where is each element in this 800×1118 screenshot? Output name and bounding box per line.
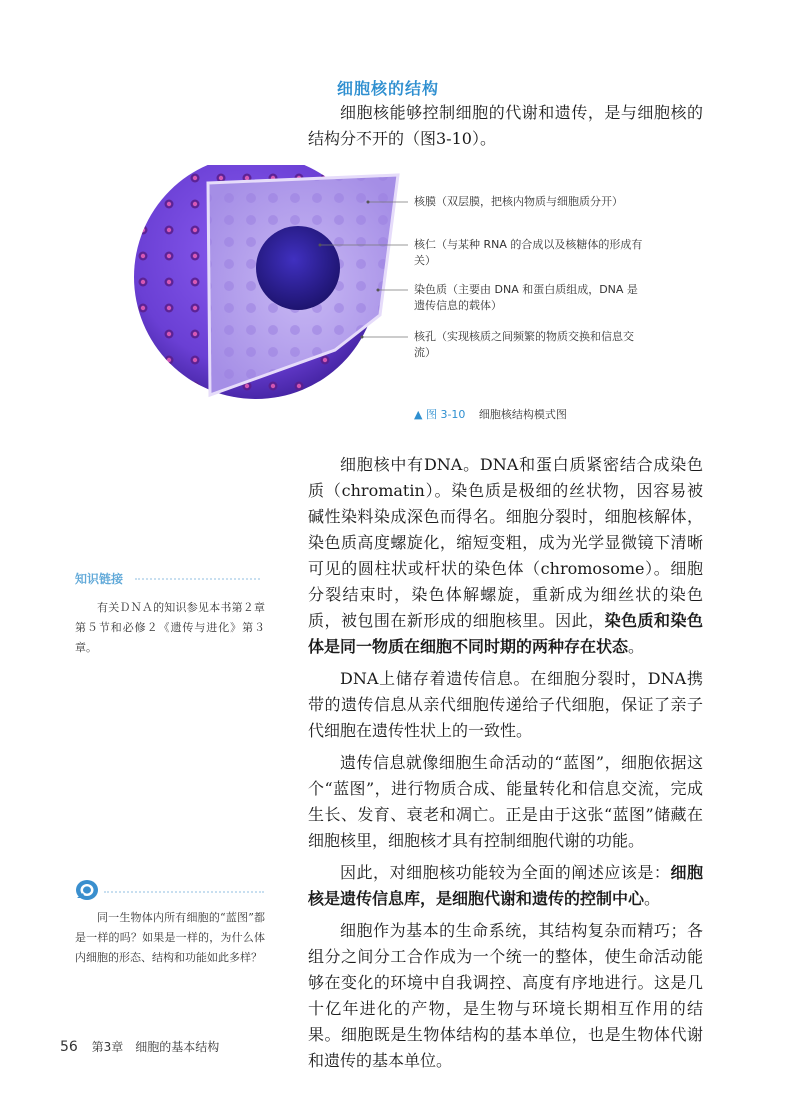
chapter-title: 第3章 细胞的基本结构 (91, 1040, 220, 1054)
page-number: 56 (60, 1039, 78, 1055)
page-footer (60, 1038, 219, 1055)
knowledge-link-rule (135, 578, 260, 580)
knowledge-link-text: 有关ＤＮＡ的知识参见本书第２章第５节和必修２《遗传与进化》第３章。 (75, 601, 265, 654)
label-nucleolus: 核仁（与某种 RNA 的合成以及核糖体的形成有关） (414, 238, 643, 267)
question-rule (104, 891, 264, 893)
main-body (308, 452, 703, 1080)
nucleus-figure (130, 165, 710, 430)
body-paragraph-3: 遗传信息就像细胞生命活动的“蓝图”，细胞依据这个“蓝图”，进行物质合成、能量转化和信息交流，完成生长、发育、衰老和凋亡。正是由于这张“蓝图”储藏在细胞核里，细胞核才具有控制细胞代谢的功能。 (308, 753, 703, 850)
question-icon (74, 878, 100, 906)
figure-caption-number: ▲ 图 3-10 (414, 408, 466, 421)
body-paragraph-1: 细胞核中有DNA。DNA和蛋白质紧密结合成染色质（chromatin）。染色质是极细的丝状物，因容易被碱性染料染成深色而得名。细胞分裂时，细胞核解体，染色质高度螺旋化，缩短变粗，成为光学显微镜下清晰可见的圆柱状或杆状的染色体（chromosome）。细胞分裂结束时，染色体解螺旋，重新成为细丝状的染色质，被包围在新形成的细胞核里。因此，染色质和染色体是同一物质在细胞不同时期的两种存在状态。 (308, 455, 703, 656)
label-nuclear-envelope: 核膜（双层膜，把核内物质与细胞质分开） (414, 195, 623, 208)
section-title: 细胞核的结构 (337, 79, 440, 98)
intro-paragraph: 细胞核能够控制细胞的代谢和遗传，是与细胞核的结构分不开的（图3-10）。 (308, 103, 703, 148)
body-paragraph-4: 因此，对细胞核功能较为全面的阐述应该是：细胞核是遗传信息库，是细胞代谢和遗传的控制中心。 (308, 863, 703, 908)
body-paragraph-2: DNA上储存着遗传信息。在细胞分裂时，DNA携带的遗传信息从亲代细胞传递给子代细胞，保证了亲子代细胞在遗传性状上的一致性。 (308, 669, 703, 740)
figure-caption-text: 细胞核结构模式图 (478, 408, 567, 421)
body-paragraph-5: 细胞作为基本的生命系统，其结构复杂而精巧；各组分之间分工合作成为一个统一的整体，使生命活动能够在变化的环境中自我调控、高度有序地进行。这是几十亿年进化的产物，是生物与环境长期相互作用的结果。细胞既是生物体结构的基本单位，也是生物体代谢和遗传的基本单位。 (308, 921, 703, 1070)
figure-caption (414, 406, 567, 422)
label-chromatin: 染色质（主要由 DNA 和蛋白质组成，DNA 是遗传信息的载体） (414, 283, 638, 312)
nucleolus-shape (256, 226, 340, 310)
label-nuclear-pore: 核孔（实现核质之间频繁的物质交换和信息交流） (414, 330, 634, 359)
knowledge-link-title: 知识链接 (75, 572, 124, 586)
question-text: 同一生物体内所有细胞的“蓝图”都是一样的吗？如果是一样的，为什么体内细胞的形态、结构和功能如此多样？ (75, 911, 265, 964)
